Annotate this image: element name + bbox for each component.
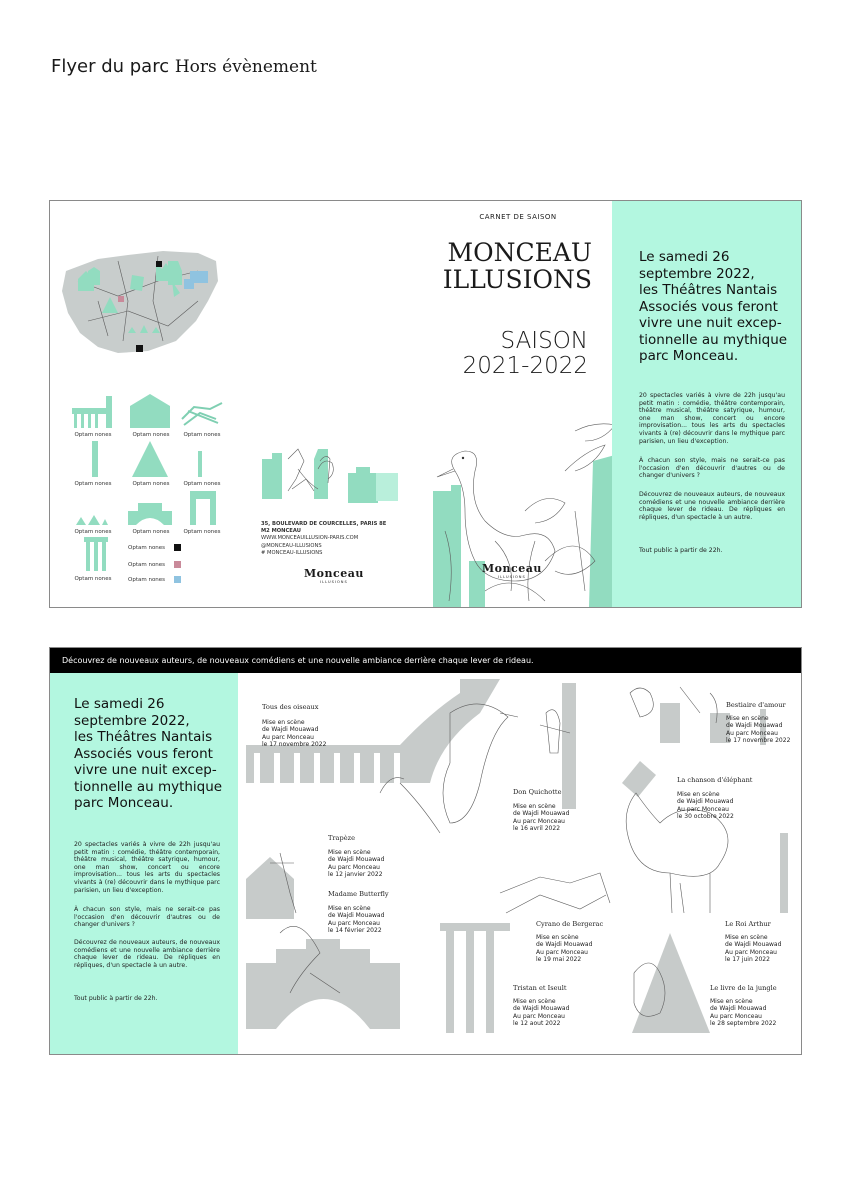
info-paragraph: 20 spectacles variés à vivre de 22h jusqu'au petit matin : comédie, théâtre contemporain, théâtre musical, théâtre satyrique, humour, one man show, concert ou encore improvisation... tous les arts du spectacles vivants à (re) découvrir dans le mythique parc parisien, un lieu d'exception.: [74, 841, 220, 894]
info-paragraph: Découvrez de nouveaux auteurs, de nouveaux comédiens et une nouvelle ambiance derrière chaque lever de rideau. De répliques en répliques, d'un spectacle à un autre.: [639, 491, 785, 521]
show-detail-line: le 14 février 2022: [328, 927, 382, 935]
show-listing: [262, 703, 326, 749]
headline-line: septembre 2022,: [639, 265, 755, 282]
show-title: Le livre de la jungle: [710, 984, 777, 992]
show-listing: [710, 984, 777, 1028]
page-title-sub: Hors évènement: [174, 57, 317, 77]
picto-caption: Optam nones: [183, 481, 221, 487]
info-paragraph: Tout public à partir de 22h.: [639, 547, 723, 554]
headline-line: septembre 2022,: [74, 712, 190, 729]
show-detail-line: Mise en scène: [725, 934, 768, 941]
flyer-back: [49, 647, 802, 1055]
flyer-front: [49, 200, 802, 608]
pictogram-arcade: [128, 503, 172, 525]
cover-title: [430, 239, 592, 293]
show-listing: [328, 834, 384, 879]
show-detail-line: Mise en scène: [677, 791, 720, 798]
headline-line: vivre une nuit excep-: [639, 315, 782, 331]
pictogram-temple: [84, 537, 108, 571]
headline-line: parc Monceau.: [74, 795, 174, 811]
show-detail-line: Au parc Monceau: [677, 805, 729, 813]
show-detail-line: de Wajdi Mouawad: [725, 941, 782, 949]
picto-caption: Optam nones: [74, 481, 112, 487]
show-detail-line: Mise en scène: [328, 905, 371, 912]
cover-title-line: ILLUSIONS: [442, 265, 592, 294]
address-line: 35, BOULEVARD DE COURCELLES, PARIS 8E: [261, 521, 387, 527]
page-title: [51, 56, 317, 77]
pictogram-column: [90, 441, 100, 477]
headline-line: les Théâtres Nantais: [639, 282, 778, 298]
show-detail-line: Mise en scène: [328, 849, 371, 856]
show-title: Cyrano de Bergerac: [536, 920, 604, 928]
show-title: Don Quichotte: [513, 788, 562, 796]
show-detail-line: Au parc Monceau: [513, 1012, 565, 1020]
address-line: M2 MONCEAU: [261, 528, 301, 535]
headline-line: vivre une nuit excep-: [74, 762, 217, 778]
legend-label: Optam nones: [128, 577, 166, 583]
page-title-main: Flyer du parc: [51, 56, 170, 77]
social-handle: @MONCEAU-ILLUSIONS: [261, 542, 322, 549]
headline-line: Associés vous feront: [639, 298, 778, 315]
show-listing: [513, 788, 569, 833]
pictogram-obelisk: [196, 451, 204, 477]
show-detail-line: Au parc Monceau: [328, 863, 380, 871]
show-title: Le Roi Arthur: [725, 920, 771, 928]
pictogram-portico: [72, 396, 112, 428]
social-hashtag: # MONCEAU-ILLUSIONS: [261, 549, 323, 556]
show-listing: [725, 920, 781, 964]
show-detail-line: le 28 septembre 2022: [710, 1020, 777, 1028]
logo-subtitle: ILLUSIONS: [320, 580, 348, 584]
season-title: [430, 329, 588, 379]
show-detail-line: Mise en scène: [513, 998, 556, 1005]
show-detail-line: Mise en scène: [262, 719, 305, 726]
carnet-label: CARNET DE SAISON: [479, 213, 557, 221]
headline-line: les Théâtres Nantais: [74, 729, 213, 745]
legend-label: Optam nones: [128, 562, 166, 568]
show-title: Bestiaire d'amour: [726, 701, 786, 709]
picto-caption: Optam nones: [183, 529, 221, 535]
show-detail-line: le 17 novembre 2022: [726, 737, 791, 745]
logo-front-right: [482, 562, 542, 579]
info-paragraph: Découvrez de nouveaux auteurs, de nouveaux comédiens et une nouvelle ambiance derrière chaque lever de rideau. De répliques en répliques, d'un spectacle à un autre.: [74, 939, 220, 969]
picto-caption: Optam nones: [132, 529, 170, 535]
show-detail-line: Au parc Monceau: [725, 948, 777, 956]
legend-swatch-black: [174, 544, 181, 551]
show-detail-line: Mise en scène: [536, 934, 579, 941]
headline-line: Le samedi 26: [74, 696, 165, 712]
logo-wordmark: Monceau: [482, 562, 542, 575]
info-paragraph: À chacun son style, mais ne serait-ce pas l'occasion d'en découvrir d'autres ou de changer d'univers ?: [74, 906, 220, 929]
info-paragraph: 20 spectacles variés à vivre de 22h jusqu'au petit matin : comédie, théâtre contemporain, théâtre musical, théâtre satyrique, humour, one man show, concert ou encore improvisation... tous les arts du spectacles vivants à (re) découvrir dans le mythique parc parisien, un lieu d'exception.: [639, 392, 785, 445]
address-block: [261, 521, 386, 557]
show-detail-line: Mise en scène: [726, 715, 769, 722]
pictogram-pavilion: [130, 394, 170, 428]
park-map: [58, 241, 228, 361]
show-detail-line: le 16 avril 2022: [513, 825, 561, 833]
pictogram-pyramid: [132, 441, 168, 477]
show-detail-line: le 17 novembre 2022: [262, 741, 327, 749]
show-listing: [677, 776, 752, 821]
show-listing: [328, 890, 389, 935]
picto-caption: Optam nones: [74, 576, 112, 582]
headline-line: parc Monceau.: [639, 348, 739, 364]
info-headline: [639, 249, 799, 365]
show-detail-line: le 19 mai 2022: [536, 956, 582, 964]
show-detail-line: de Wajdi Mouawad: [513, 1005, 570, 1013]
cover-title-line: MONCEAU: [447, 238, 592, 267]
legend-swatch-blue: [174, 576, 181, 583]
picto-caption: Optam nones: [132, 481, 170, 487]
show-listing: [513, 984, 569, 1028]
picto-caption: Optam nones: [74, 432, 112, 438]
info-paragraph: À chacun son style, mais ne serait-ce pas l'occasion d'en découvrir d'autres ou de changer d'univers ?: [639, 457, 785, 480]
headline-line: tionnelle au mythique: [639, 331, 788, 348]
show-title: Tous des oiseaux: [262, 703, 319, 711]
headline-line: Le samedi 26: [639, 249, 730, 265]
website-link[interactable]: WWW.MONCEAUILLUSION-PARIS.COM: [261, 535, 359, 542]
show-detail-line: de Wajdi Mouawad: [536, 941, 593, 949]
headline-line: tionnelle au mythique: [74, 778, 223, 795]
show-detail-line: Au parc Monceau: [513, 817, 565, 825]
show-detail-line: le 17 juin 2022: [725, 956, 770, 964]
show-listing: [726, 701, 790, 745]
info-panel-back: [50, 673, 238, 1054]
season-line: 2021-2022: [462, 353, 588, 379]
show-detail-line: Au parc Monceau: [710, 1012, 762, 1020]
show-detail-line: de Wajdi Mouawad: [677, 798, 734, 806]
picto-caption: Optam nones: [183, 432, 221, 438]
show-detail-line: Au parc Monceau: [262, 733, 314, 741]
show-detail-line: de Wajdi Mouawad: [262, 726, 319, 734]
show-title: Tristan et Iseult: [513, 984, 567, 992]
legend-label: Optam nones: [128, 545, 166, 551]
show-listing: [536, 920, 603, 964]
show-title: La chanson d'éléphant: [677, 776, 753, 784]
banner-bar: [50, 648, 801, 673]
show-detail-line: Mise en scène: [513, 803, 556, 810]
banner-text: Découvrez de nouveaux auteurs, de nouveaux comédiens et une nouvelle ambiance derrière chaque lever de rideau.: [62, 656, 534, 665]
info-panel-front: [612, 201, 801, 607]
picto-caption: Optam nones: [74, 529, 112, 535]
show-detail-line: le 12 janvier 2022: [328, 871, 383, 879]
show-detail-line: de Wajdi Mouawad: [513, 810, 570, 818]
logo-front-left: [304, 567, 364, 584]
headline-line: Associés vous feront: [74, 745, 213, 762]
show-detail-line: Au parc Monceau: [726, 729, 778, 737]
logo-wordmark: Monceau: [304, 567, 364, 580]
show-title: Madame Butterfly: [328, 890, 389, 898]
show-detail-line: le 12 aout 2022: [513, 1020, 561, 1028]
show-detail-line: de Wajdi Mouawad: [710, 1005, 767, 1013]
pictogram-gate: [190, 491, 216, 525]
show-detail-line: Au parc Monceau: [536, 948, 588, 956]
show-detail-line: de Wajdi Mouawad: [726, 722, 783, 730]
show-title: Trapèze: [328, 834, 355, 842]
picto-caption: Optam nones: [132, 432, 170, 438]
show-detail-line: de Wajdi Mouawad: [328, 856, 385, 864]
park-illustration-small: [258, 439, 408, 504]
info-headline: [74, 696, 224, 812]
pictogram-tents: [76, 511, 108, 525]
pictogram-bridge: [180, 399, 224, 429]
info-paragraph: Tout public à partir de 22h.: [74, 995, 158, 1002]
show-detail-line: de Wajdi Mouawad: [328, 912, 385, 920]
show-detail-line: Au parc Monceau: [328, 919, 380, 927]
logo-subtitle: ILLUSIONS: [498, 575, 526, 579]
legend-swatch-pink: [174, 561, 181, 568]
show-detail-line: Mise en scène: [710, 998, 753, 1005]
show-detail-line: le 30 octobre 2022: [677, 813, 734, 821]
season-line: SAISON: [500, 328, 588, 354]
